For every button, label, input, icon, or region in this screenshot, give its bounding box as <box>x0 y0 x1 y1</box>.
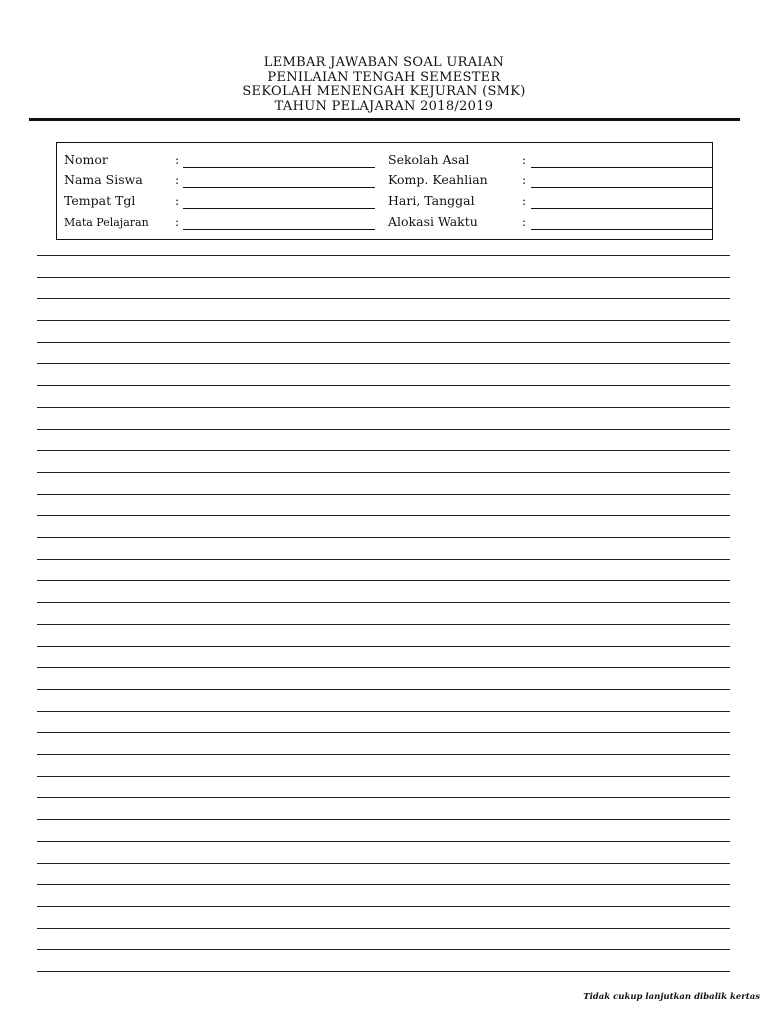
answer-line[interactable] <box>37 385 730 386</box>
answer-line[interactable] <box>37 863 730 864</box>
answer-line[interactable] <box>37 472 730 473</box>
answer-line[interactable] <box>37 797 730 798</box>
answer-line[interactable] <box>37 689 730 690</box>
answer-line[interactable] <box>37 971 730 972</box>
header-year: TAHUN PELAJARAN 2018/2019 <box>274 98 494 114</box>
field-label: Nama Siswa <box>64 172 143 187</box>
header-subtitle: PENILAIAN TENGAH SEMESTER <box>267 69 501 85</box>
answer-line[interactable] <box>37 624 730 625</box>
answer-line[interactable] <box>37 906 730 907</box>
answer-line[interactable] <box>37 494 730 495</box>
field-colon: : <box>175 152 180 167</box>
field-colon: : <box>522 172 527 187</box>
answer-line[interactable] <box>37 450 730 451</box>
answer-line[interactable] <box>37 277 730 278</box>
answer-line[interactable] <box>37 515 730 516</box>
field-label: Mata Pelajaran <box>64 216 149 229</box>
answer-line[interactable] <box>37 298 730 299</box>
field-colon: : <box>175 214 180 229</box>
answer-line[interactable] <box>37 949 730 950</box>
field-colon: : <box>522 214 527 229</box>
answer-line[interactable] <box>37 429 730 430</box>
answer-line[interactable] <box>37 342 730 343</box>
answer-line[interactable] <box>37 711 730 712</box>
answer-line[interactable] <box>37 559 730 560</box>
answer-line[interactable] <box>37 841 730 842</box>
answer-line[interactable] <box>37 580 730 581</box>
answer-line[interactable] <box>37 363 730 364</box>
answer-line[interactable] <box>37 602 730 603</box>
answer-line[interactable] <box>37 667 730 668</box>
answer-line[interactable] <box>37 928 730 929</box>
field-colon: : <box>175 172 180 187</box>
answer-line[interactable] <box>37 732 730 733</box>
field-label: Alokasi Waktu <box>388 214 478 229</box>
field-label: Sekolah Asal <box>388 152 470 167</box>
answer-line[interactable] <box>37 255 730 256</box>
field-label: Komp. Keahlian <box>388 172 488 187</box>
field-label: Hari, Tanggal <box>388 193 475 208</box>
answer-line[interactable] <box>37 537 730 538</box>
answer-line[interactable] <box>37 320 730 321</box>
header-title: LEMBAR JAWABAN SOAL URAIAN <box>263 55 505 70</box>
header-school: SEKOLAH MENENGAH KEJURAN (SMK) <box>242 84 526 99</box>
field-label: Tempat Tgl <box>64 193 136 208</box>
answer-line[interactable] <box>37 646 730 647</box>
footer-note: Tidak cukup lanjutkan dibalik kertas <box>583 992 760 1002</box>
field-label: Nomor <box>64 152 108 167</box>
answer-line[interactable] <box>37 754 730 755</box>
answer-line[interactable] <box>37 819 730 820</box>
field-colon: : <box>522 152 527 167</box>
answer-line[interactable] <box>37 884 730 885</box>
field-colon: : <box>175 193 180 208</box>
answer-line[interactable] <box>37 776 730 777</box>
answer-lines-area[interactable] <box>37 0 730 1024</box>
field-colon: : <box>522 193 527 208</box>
answer-line[interactable] <box>37 407 730 408</box>
